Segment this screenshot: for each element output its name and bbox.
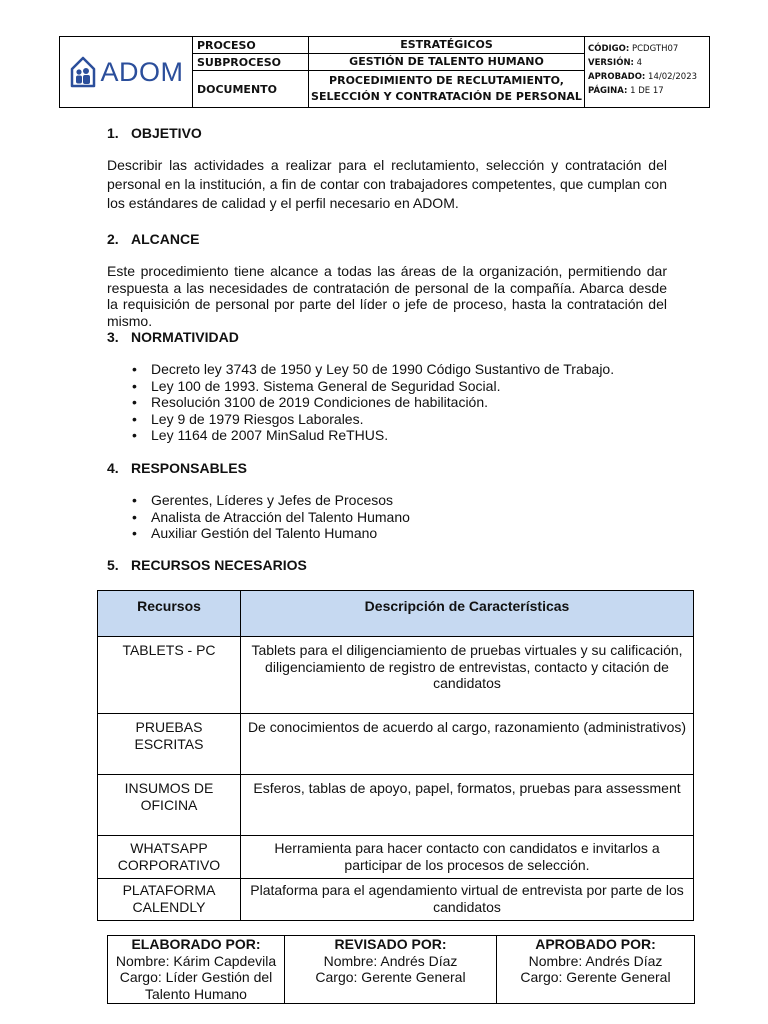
signature-revisado: [285, 936, 497, 1004]
documento-label: DOCUMENTO: [193, 71, 309, 107]
section-title: NORMATIVIDAD: [131, 329, 239, 345]
section-heading-responsables: [107, 460, 247, 476]
resource-name: WHATSAPP CORPORATIVO: [98, 836, 241, 879]
subproceso-row: [193, 54, 584, 71]
table-row: [98, 714, 694, 775]
resource-name: TABLETS - PC: [98, 637, 241, 714]
list-item: • Ley 9 de 1979 Riesgos Laborales.: [132, 411, 614, 428]
table-row: [98, 836, 694, 879]
normatividad-list: [132, 361, 614, 444]
table-row: [98, 879, 694, 921]
document-header: [59, 36, 710, 108]
logo-text: ADOM: [100, 56, 184, 87]
resource-description: Plataforma para el agendamiento virtual de entrevista por parte de los candidatos: [241, 879, 694, 921]
resource-description: De conocimientos de acuerdo al cargo, razonamiento (administrativos): [241, 714, 694, 775]
signature-row: [108, 936, 695, 1004]
proceso-label: PROCESO: [193, 37, 309, 53]
aprobado-line: [588, 70, 706, 84]
subproceso-label: SUBPROCESO: [193, 54, 309, 70]
resource-description: Tablets para el diligenciamiento de pruebas virtuales y su calificación, diligenciamiento de registro de entrevistas, contacto y citación de candidatos: [241, 637, 694, 714]
list-item: • Auxiliar Gestión del Talento Humano: [132, 525, 410, 542]
signature-nombre: Nombre: Kárim Capdevila: [115, 952, 277, 969]
section-heading-normatividad: [107, 329, 239, 345]
responsables-list: [132, 492, 410, 542]
signature-nombre: Nombre: Andrés Díaz: [323, 952, 458, 969]
proceso-value: ESTRATÉGICOS: [400, 38, 493, 51]
signature-cargo: Cargo: Líder Gestión del Talento Humano: [119, 969, 273, 1002]
resource-name: PLATAFORMA CALENDLY: [98, 879, 241, 921]
codigo-value: PCDGTH07: [632, 44, 679, 54]
signature-nombre: Nombre: Andrés Díaz: [528, 952, 663, 969]
documento-value: [309, 71, 584, 107]
version-line: [588, 56, 706, 70]
signature-cargo: Cargo: Gerente General: [520, 969, 671, 985]
section-number: 3.: [107, 329, 119, 345]
column-header-descripcion: Descripción de Características: [241, 591, 694, 637]
codigo-line: [588, 42, 706, 56]
section-title: RECURSOS NECESARIOS: [131, 557, 307, 573]
section-heading-recursos: [107, 557, 307, 573]
section-number: 2.: [107, 231, 119, 247]
signature-title: REVISADO POR:: [334, 936, 447, 952]
header-process-info: [193, 37, 585, 107]
signature-table: [107, 935, 695, 1004]
section-heading-alcance: [107, 231, 199, 247]
signature-cargo: Cargo: Gerente General: [315, 969, 466, 985]
section-number: 4.: [107, 460, 119, 476]
table-header-row: [98, 591, 694, 637]
table-row: [98, 637, 694, 714]
proceso-row: [193, 37, 584, 54]
section-number: 5.: [107, 557, 119, 573]
list-item: • Resolución 3100 de 2019 Condiciones de habilitación.: [132, 394, 614, 411]
company-logo: [60, 37, 193, 107]
resource-description: Herramienta para hacer contacto con candidatos e invitarlos a participar de los procesos de selección.: [241, 836, 694, 879]
pagina-line: [588, 84, 706, 98]
list-item: • Ley 1164 de 2007 MinSalud ReTHUS.: [132, 427, 614, 444]
aprobado-value: 14/02/2023: [648, 72, 698, 82]
table-row: [98, 775, 694, 836]
subproceso-value: GESTIÓN DE TALENTO HUMANO: [349, 55, 544, 68]
list-item: • Ley 100 de 1993. Sistema General de Seguridad Social.: [132, 378, 614, 395]
adom-logo-icon: [69, 55, 97, 89]
documento-value-line-2: SELECCIÓN Y CONTRATACIÓN DE PERSONAL: [311, 90, 582, 103]
signature-title: ELABORADO POR:: [131, 936, 261, 952]
pagina-label: PÁGINA:: [588, 86, 628, 96]
codigo-label: CÓDIGO:: [588, 44, 630, 54]
objetivo-paragraph: Describir las actividades a realizar para el reclutamiento, selección y contratación del personal en la institución, a fin de contar con trabajadores competentes, que cumplan con los estándares de calidad y el perfil necesario en ADOM.: [107, 157, 667, 211]
version-value: 4: [636, 58, 643, 68]
pagina-value: 1 DE 17: [630, 86, 664, 96]
section-heading-objetivo: [107, 125, 202, 141]
resource-description: Esferos, tablas de apoyo, papel, formatos, pruebas para assessment: [241, 775, 694, 836]
resources-table: [97, 590, 694, 921]
list-item: • Decreto ley 3743 de 1950 y Ley 50 de 1990 Código Sustantivo de Trabajo.: [132, 361, 614, 378]
section-title: RESPONSABLES: [131, 460, 247, 476]
header-document-meta: [585, 37, 709, 107]
resource-name: PRUEBAS ESCRITAS: [98, 714, 241, 775]
signature-aprobado: [497, 936, 695, 1004]
alcance-paragraph: Este procedimiento tiene alcance a todas las áreas de la organización, permitiendo dar respuesta a las necesidades de contratación de personal de la compañía. Abarca desde la requisición de personal por parte del líder o jefe de proceso, hasta la contratación del mismo.: [107, 263, 667, 329]
section-title: OBJETIVO: [131, 125, 202, 141]
documento-value-line-1: PROCEDIMIENTO DE RECLUTAMIENTO,: [329, 74, 564, 87]
documento-row: [193, 71, 584, 107]
version-label: VERSIÓN:: [588, 58, 634, 68]
column-header-recursos: Recursos: [98, 591, 241, 637]
signature-title: APROBADO POR:: [535, 936, 656, 952]
list-item: • Gerentes, Líderes y Jefes de Procesos: [132, 492, 410, 509]
section-number: 1.: [107, 125, 119, 141]
resource-name: INSUMOS DE OFICINA: [98, 775, 241, 836]
section-title: ALCANCE: [131, 231, 200, 247]
list-item: • Analista de Atracción del Talento Humano: [132, 509, 410, 526]
signature-elaborado: [108, 936, 285, 1004]
aprobado-label: APROBADO:: [588, 72, 646, 82]
